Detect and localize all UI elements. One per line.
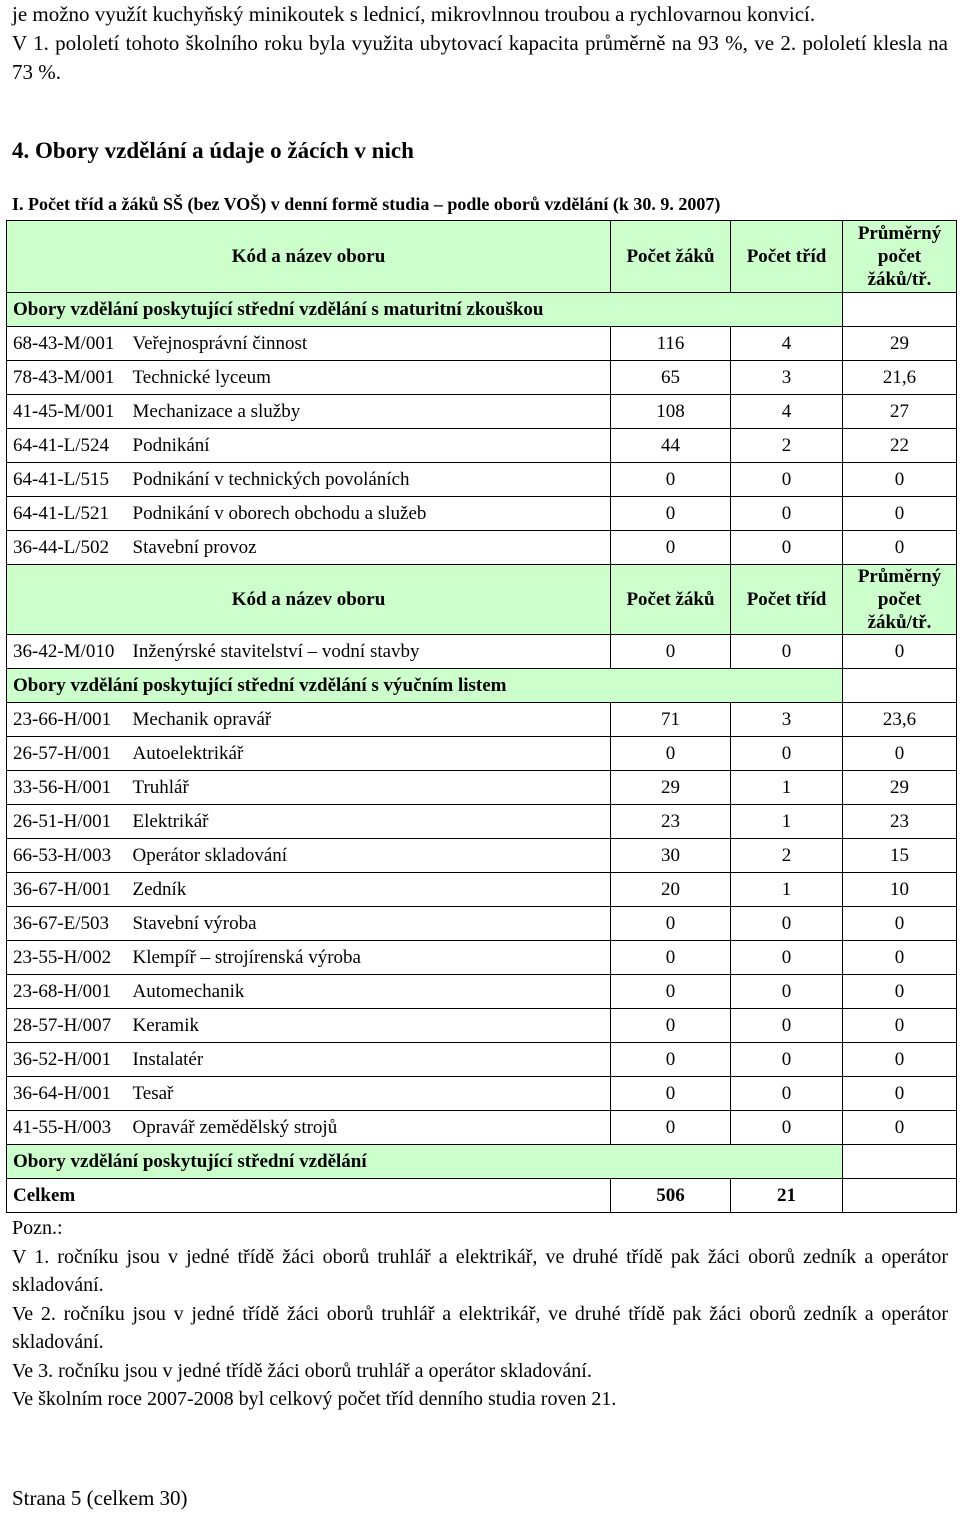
notes-label: Pozn.: [12,1217,63,1239]
classes-count: 1 [731,771,843,805]
avg-students: 0 [843,497,957,531]
obor-code: 64-41-L/524 [7,429,131,463]
table-row [7,975,957,1009]
table-row [7,395,957,429]
classes-count: 0 [731,463,843,497]
table-row [7,463,957,497]
classes-count: 0 [731,975,843,1009]
students-count: 20 [611,873,731,907]
avg-students: 21,6 [843,361,957,395]
obor-code: 64-41-L/515 [7,463,131,497]
avg-students: 0 [843,1111,957,1145]
classes-count: 0 [731,497,843,531]
students-count: 71 [611,703,731,737]
obor-code: 68-43-M/001 [7,327,131,361]
avg-students: 29 [843,771,957,805]
table-row [7,635,957,669]
obor-code: 36-67-H/001 [7,873,131,907]
classes-count: 0 [731,907,843,941]
obor-name: Instalatér [131,1043,611,1077]
obor-name: Tesař [131,1077,611,1111]
classes-count: 0 [731,531,843,565]
header-avg: Průměrný počet žáků/tř. [843,221,957,293]
classes-count: 0 [731,1043,843,1077]
table-row [7,805,957,839]
students-count: 0 [611,737,731,771]
obor-name: Veřejnosprávní činnost [131,327,611,361]
classes-count: 1 [731,805,843,839]
obor-name: Mechanik opravář [131,703,611,737]
classes-count: 0 [731,635,843,669]
obor-code: 23-66-H/001 [7,703,131,737]
table-row [7,327,957,361]
avg-students: 0 [843,1043,957,1077]
avg-students: 15 [843,839,957,873]
obor-code: 33-56-H/001 [7,771,131,805]
obor-name: Mechanizace a služby [131,395,611,429]
section-title: Obory vzdělání poskytující střední vzdělání s maturitní zkouškou [7,293,843,327]
students-count: 0 [611,531,731,565]
table-caption: I. Počet tříd a žáků SŠ (bez VOŠ) v denní formě studia – podle oborů vzdělání (k 30. 9. 2007) [12,194,721,214]
obor-name: Automechanik [131,975,611,1009]
students-count: 0 [611,463,731,497]
total-classes: 21 [731,1179,843,1213]
section-heading: 4. Obory vzdělání a údaje o žácích v nich [12,138,414,163]
table-row [7,703,957,737]
students-count: 29 [611,771,731,805]
classes-count: 4 [731,327,843,361]
obor-code: 66-53-H/003 [7,839,131,873]
note-1: V 1. ročníku jsou v jedné třídě žáci oborů truhlář a elektrikář, ve druhé třídě pak žáci oborů zedník a operátor skladování. [12,1245,948,1296]
obor-name: Stavební provoz [131,531,611,565]
notes [12,1214,948,1414]
obor-code: 36-67-E/503 [7,907,131,941]
obor-code: 36-64-H/001 [7,1077,131,1111]
table-row [7,1111,957,1145]
classes-count: 0 [731,1111,843,1145]
obor-name: Autoelektrikář [131,737,611,771]
students-count: 116 [611,327,731,361]
classes-count: 2 [731,429,843,463]
intro-line-2: V 1. pololetí tohoto školního roku byla využita ubytovací kapacita průměrně na 93 %, ve 2. pololetí klesla na 73 %. [12,31,948,84]
obor-code: 23-55-H/002 [7,941,131,975]
header-classes: Počet tříd [731,221,843,293]
avg-students: 0 [843,941,957,975]
obor-name: Podnikání [131,429,611,463]
students-count: 0 [611,941,731,975]
avg-students: 0 [843,975,957,1009]
header-students: Počet žáků [611,565,731,635]
obor-name: Opravář zemědělský strojů [131,1111,611,1145]
obor-name: Podnikání v oborech obchodu a služeb [131,497,611,531]
obor-name: Inženýrské stavitelství – vodní stavby [131,635,611,669]
obor-name: Klempíř – strojírenská výroba [131,941,611,975]
students-count: 23 [611,805,731,839]
header-row [7,565,957,635]
obor-code: 28-57-H/007 [7,1009,131,1043]
students-count: 30 [611,839,731,873]
header-students: Počet žáků [611,221,731,293]
obor-code: 36-42-M/010 [7,635,131,669]
students-count: 0 [611,1043,731,1077]
classes-count: 0 [731,1009,843,1043]
students-count: 0 [611,635,731,669]
intro-text [12,0,948,87]
obory-table [6,220,957,1213]
table-row [7,839,957,873]
total-students: 506 [611,1179,731,1213]
obor-code: 64-41-L/521 [7,497,131,531]
obor-name: Operátor skladování [131,839,611,873]
obor-code: 36-52-H/001 [7,1043,131,1077]
classes-count: 1 [731,873,843,907]
section-empty [843,1145,957,1179]
classes-count: 0 [731,1077,843,1111]
avg-students: 0 [843,1077,957,1111]
table-row [7,873,957,907]
header-row [7,221,957,293]
students-count: 0 [611,1077,731,1111]
obor-code: 41-45-M/001 [7,395,131,429]
page-footer: Strana 5 (celkem 30) [12,1486,188,1510]
avg-students: 0 [843,635,957,669]
table-row [7,907,957,941]
section-title: Obory vzdělání poskytující střední vzdělání s výučním listem [7,669,843,703]
obor-name: Truhlář [131,771,611,805]
obor-name: Elektrikář [131,805,611,839]
total-avg [843,1179,957,1213]
avg-students: 0 [843,1009,957,1043]
table-row [7,1009,957,1043]
avg-students: 0 [843,463,957,497]
classes-count: 3 [731,703,843,737]
table-row [7,531,957,565]
table-body [7,221,957,1213]
table-row [7,1043,957,1077]
obor-name: Keramik [131,1009,611,1043]
classes-count: 0 [731,737,843,771]
obor-name: Technické lyceum [131,361,611,395]
avg-students: 22 [843,429,957,463]
students-count: 0 [611,497,731,531]
classes-count: 0 [731,941,843,975]
avg-students: 23 [843,805,957,839]
obor-code: 23-68-H/001 [7,975,131,1009]
header-avg: Průměrný počet žáků/tř. [843,565,957,635]
note-4: Ve školním roce 2007-2008 byl celkový počet tříd denního studia roven 21. [12,1388,617,1410]
students-count: 65 [611,361,731,395]
avg-students: 0 [843,907,957,941]
obor-code: 36-44-L/502 [7,531,131,565]
section-row [7,293,957,327]
obor-code: 26-51-H/001 [7,805,131,839]
section-title: Obory vzdělání poskytující střední vzdělání [7,1145,843,1179]
avg-students: 23,6 [843,703,957,737]
students-count: 0 [611,975,731,1009]
section-empty [843,669,957,703]
students-count: 44 [611,429,731,463]
students-count: 0 [611,1111,731,1145]
note-2: Ve 2. ročníku jsou v jedné třídě žáci oborů truhlář a elektrikář, ve druhé třídě pak žáci oborů zedník a operátor skladování. [12,1302,948,1353]
header-classes: Počet tříd [731,565,843,635]
section-row [7,1145,957,1179]
intro-line-1: je možno využít kuchyňský minikoutek s lednicí, mikrovlnnou troubou a rychlovarnou konvicí. [12,2,816,26]
table-row [7,737,957,771]
avg-students: 0 [843,737,957,771]
section-row [7,669,957,703]
classes-count: 2 [731,839,843,873]
students-count: 108 [611,395,731,429]
classes-count: 4 [731,395,843,429]
table-row [7,771,957,805]
obor-code: 41-55-H/003 [7,1111,131,1145]
obor-name: Stavební výroba [131,907,611,941]
avg-students: 29 [843,327,957,361]
table-row [7,497,957,531]
classes-count: 3 [731,361,843,395]
avg-students: 0 [843,531,957,565]
avg-students: 27 [843,395,957,429]
obor-name: Podnikání v technických povoláních [131,463,611,497]
header-name: Kód a název oboru [7,565,611,635]
table-row [7,1077,957,1111]
students-count: 0 [611,1009,731,1043]
obor-name: Zedník [131,873,611,907]
total-row [7,1179,957,1213]
header-name: Kód a název oboru [7,221,611,293]
obor-code: 26-57-H/001 [7,737,131,771]
total-label: Celkem [7,1179,611,1213]
students-count: 0 [611,907,731,941]
avg-students: 10 [843,873,957,907]
section-empty [843,293,957,327]
table-row [7,361,957,395]
table-row [7,429,957,463]
obor-code: 78-43-M/001 [7,361,131,395]
note-3: Ve 3. ročníku jsou v jedné třídě žáci oborů truhlář a operátor skladování. [12,1359,592,1382]
table-row [7,941,957,975]
